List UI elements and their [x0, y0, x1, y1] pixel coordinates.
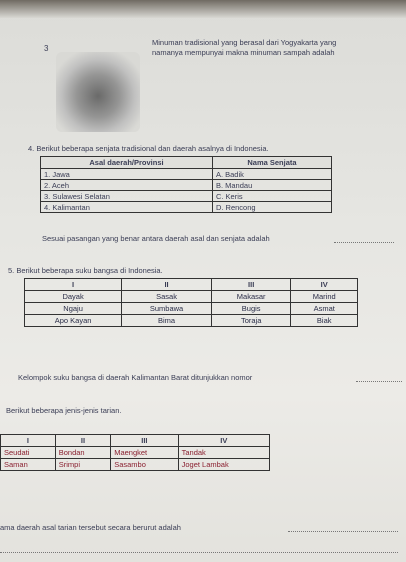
table-cell: 3. Sulawesi Selatan	[41, 191, 213, 202]
table-cell: Bugis	[211, 303, 291, 315]
q6-question: ama daerah asal tarian tersebut secara berurut adalah	[0, 523, 181, 532]
table-cell: Marind	[291, 291, 358, 303]
table-cell: Seudati	[1, 447, 56, 459]
table-row	[25, 303, 358, 315]
header-cell: IV	[291, 279, 358, 291]
table-cell: C. Keris	[212, 191, 331, 202]
header-cell: IV	[178, 435, 269, 447]
table-cell: A. Badik	[212, 169, 331, 180]
table-cell: 1. Jawa	[41, 169, 213, 180]
table-header-row	[25, 279, 358, 291]
table-cell: Sasambo	[111, 459, 178, 471]
table-row	[41, 169, 332, 180]
tribes-table	[24, 278, 358, 327]
table-row	[25, 315, 358, 327]
q5-title: 5. Berikut beberapa suku bangsa di Indonesia.	[8, 266, 163, 275]
q4-answer-line[interactable]	[334, 234, 394, 243]
table-cell: Toraja	[211, 315, 291, 327]
header-region: Asal daerah/Provinsi	[41, 157, 213, 169]
q5-answer-line[interactable]	[356, 373, 402, 382]
table-cell: Bondan	[55, 447, 110, 459]
header-weapon: Nama Senjata	[212, 157, 331, 169]
q6-answer-line[interactable]	[288, 523, 398, 532]
table-cell: Saman	[1, 459, 56, 471]
table-cell: Sasak	[122, 291, 212, 303]
drink-photo	[56, 52, 140, 132]
header-cell: I	[1, 435, 56, 447]
page-edge	[0, 0, 406, 18]
table-cell: Joget Lambak	[178, 459, 269, 471]
table-row	[41, 191, 332, 202]
table-row	[1, 447, 270, 459]
table-row	[25, 291, 358, 303]
table-cell: Dayak	[25, 291, 122, 303]
header-cell: I	[25, 279, 122, 291]
table-header-row	[41, 157, 332, 169]
table-cell: Srimpi	[55, 459, 110, 471]
worksheet-page	[0, 6, 406, 562]
table-cell: Bima	[122, 315, 212, 327]
table-header-row	[1, 435, 270, 447]
table-cell: Maengket	[111, 447, 178, 459]
table-cell: Biak	[291, 315, 358, 327]
table-row	[1, 459, 270, 471]
extra-answer-line[interactable]	[0, 544, 398, 553]
table-cell: D. Rencong	[212, 202, 331, 213]
q4-title: 4. Berikut beberapa senjata tradisional dan daerah asalnya di Indonesia.	[28, 144, 269, 153]
table-cell: Asmat	[291, 303, 358, 315]
q3-line1: Minuman tradisional yang berasal dari Yogyakarta yang	[152, 38, 337, 47]
header-cell: III	[211, 279, 291, 291]
table-cell: B. Mandau	[212, 180, 331, 191]
header-cell: II	[122, 279, 212, 291]
header-cell: III	[111, 435, 178, 447]
weapons-table	[40, 156, 332, 213]
table-row	[41, 202, 332, 213]
table-cell: Apo Kayan	[25, 315, 122, 327]
q4-question: Sesuai pasangan yang benar antara daerah asal dan senjata adalah	[42, 234, 270, 243]
q6-title: Berikut beberapa jenis-jenis tarian.	[6, 406, 122, 415]
q3-line2: namanya mempunyai makna minuman sampah adalah	[152, 48, 335, 57]
table-row	[41, 180, 332, 191]
table-cell: Sumbawa	[122, 303, 212, 315]
q5-question: Kelompok suku bangsa di daerah Kalimantan Barat ditunjukkan nomor	[18, 373, 253, 382]
table-cell: Tandak	[178, 447, 269, 459]
header-cell: II	[55, 435, 110, 447]
dances-table	[0, 434, 270, 471]
q3-number: 3	[44, 44, 49, 53]
table-cell: Ngaju	[25, 303, 122, 315]
table-cell: 2. Aceh	[41, 180, 213, 191]
table-cell: 4. Kalimantan	[41, 202, 213, 213]
table-cell: Makasar	[211, 291, 291, 303]
